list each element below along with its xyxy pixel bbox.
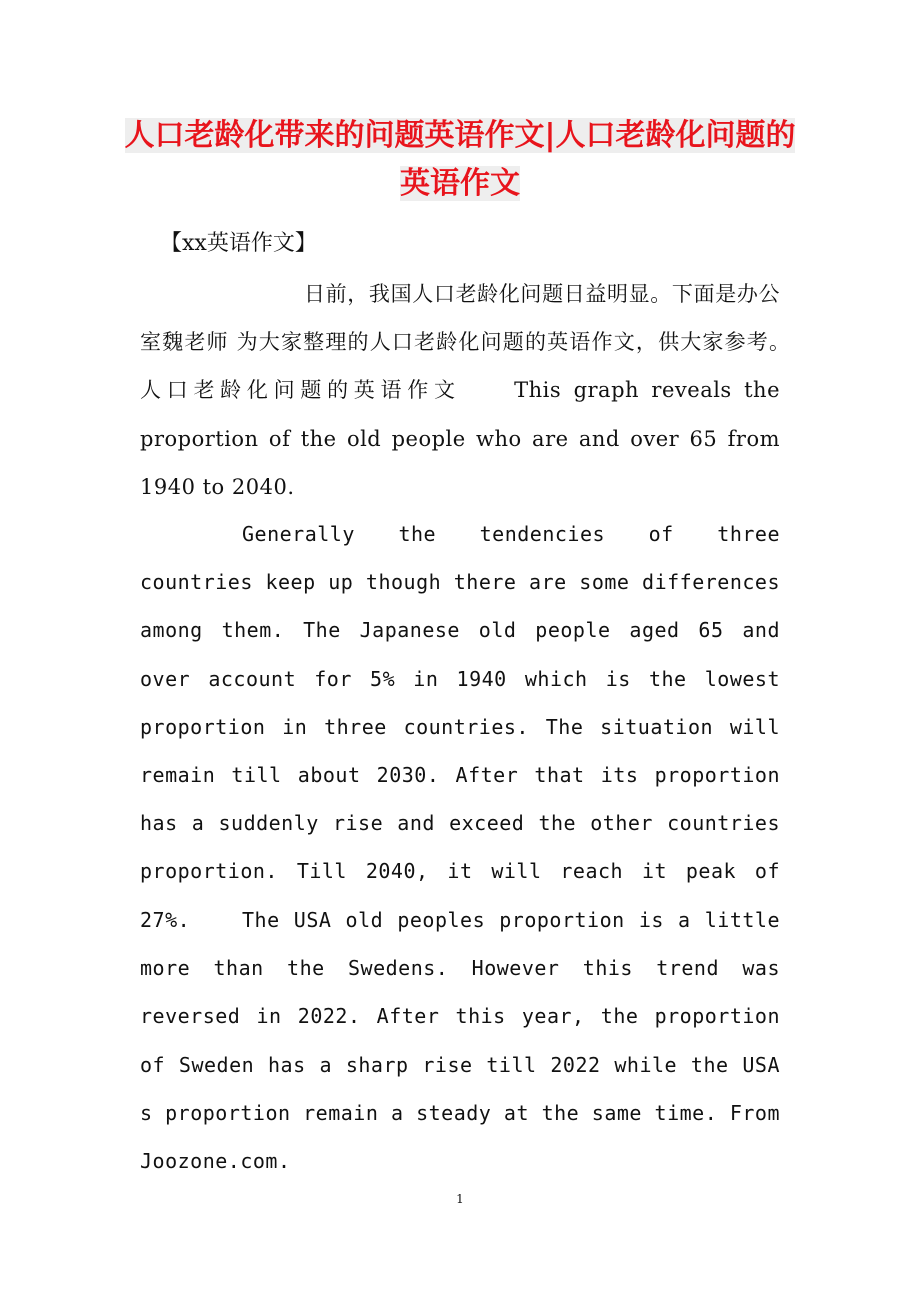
page-number: 1 [456,1192,464,1206]
paragraph-japan: Generally the tendencies of three countries keep up though there are some differences among them. The Japanese old people aged 65 and over account for 5% in 1940 which is the lowest proportion in three countries. The situation will remain till about 2030. After that its proportion has a suddenly rise and exceed the other countries proportion. Till 2040, it will reach it peak of 27%. [140,522,780,932]
title-line-1: 人口老龄化带来的问题英语作文|人口老龄化问题的 [124,118,796,153]
page-title [120,112,800,208]
paragraph-usa-sweden: The USA old peoples proportion is a little more than the Swedens. However this trend was reversed in 2022. After this year, the proportion of Sweden has a sharp rise till 2022 while the USA s proportion remain a steady at the same time. From Joozone.com. [140,908,780,1174]
paragraph-intro: 日前，我国人口老龄化问题日益明显。下面是办公室魏老师 为大家整理的人口老龄化问题的英语作文，供大家参考。 人口老龄化问题的英语作文 This graph reveals the proportion of the old people who are and over 65 from 1940 to 2040. [140,282,823,499]
category-tag: 【xx英语作文】 [160,231,317,256]
title-line-2: 英语作文 [400,166,520,201]
